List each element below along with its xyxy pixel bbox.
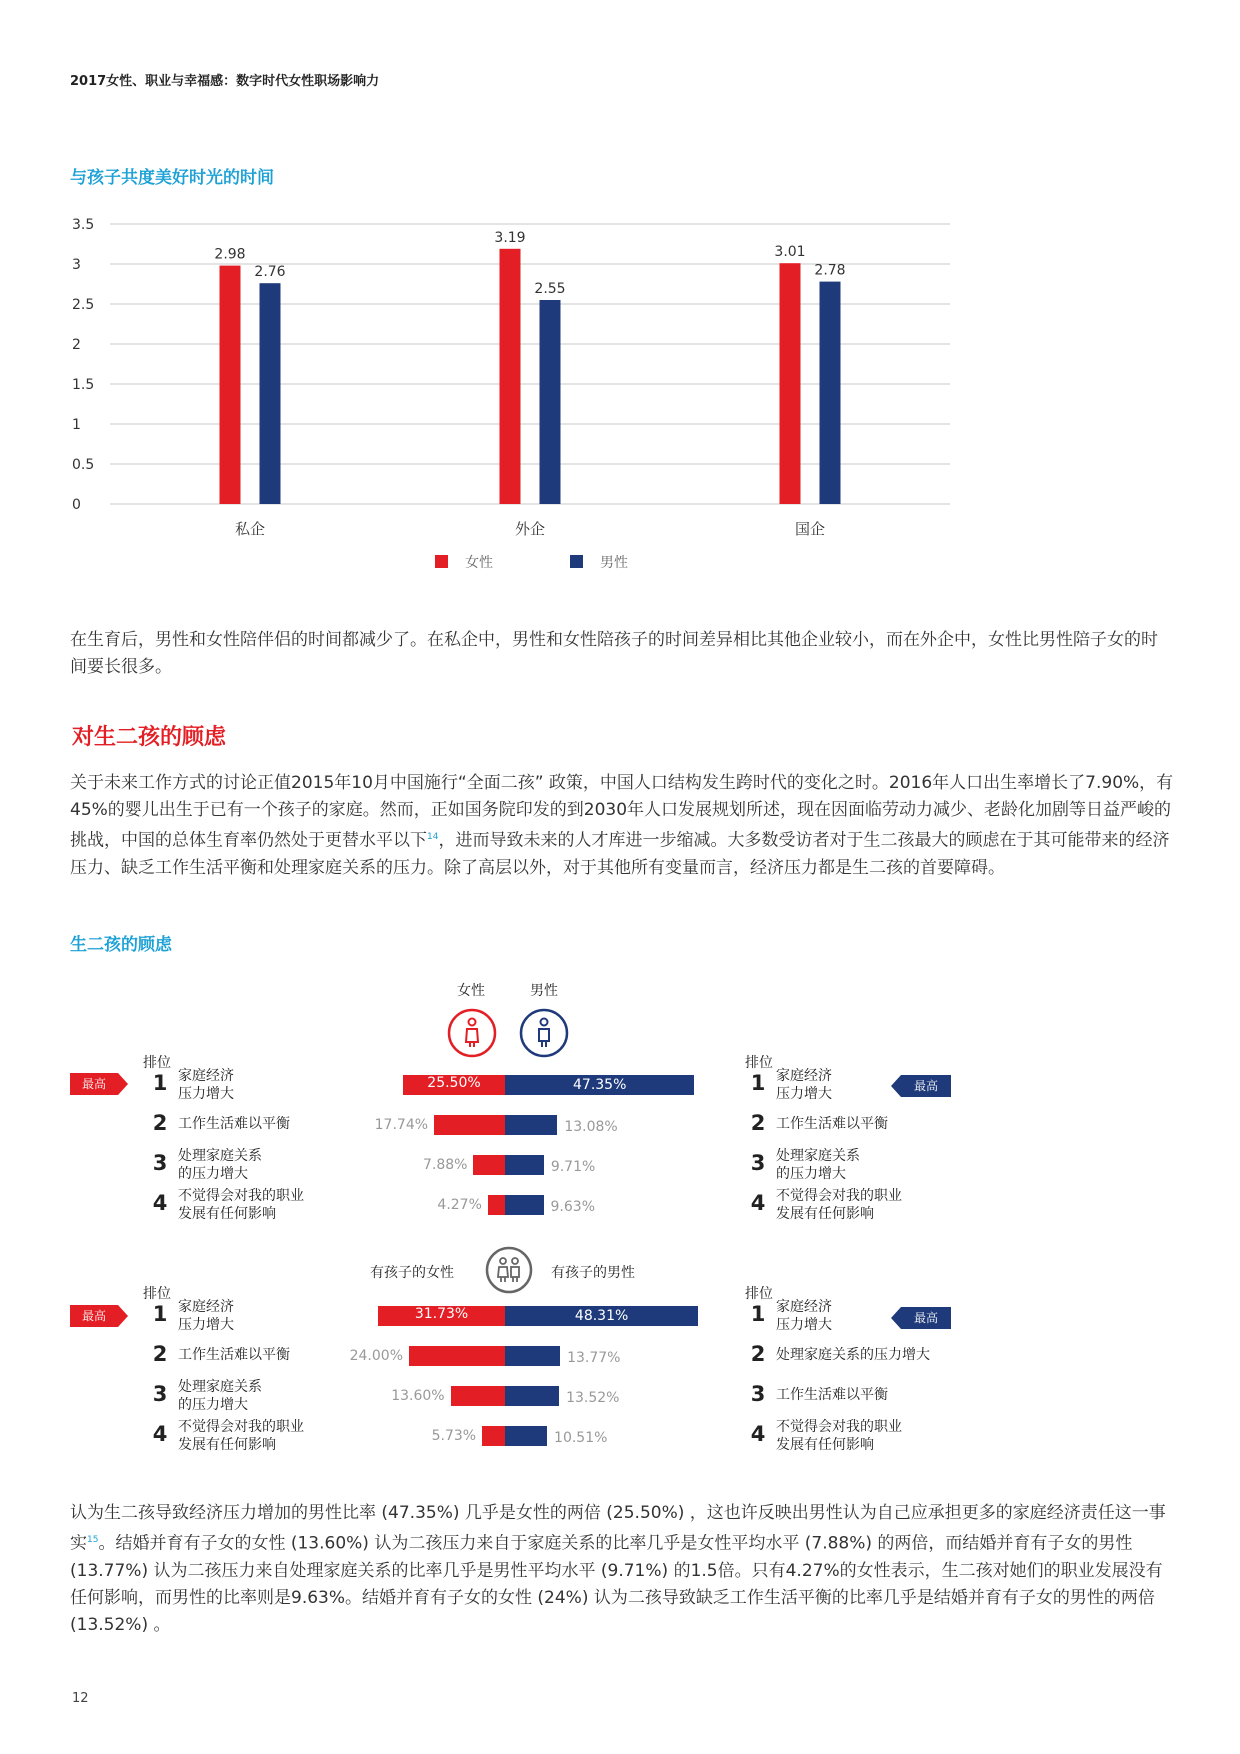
concern-label-right: 工作生活难以平衡 — [776, 1116, 888, 1132]
paragraph-1: 在生育后，男性和女性陪伴侣的时间都减少了。在私企中，男性和女性陪孩子的时间差异相比其他企业较小，而在外企中，女性比男性陪子女的时间要长很多。 — [70, 630, 1158, 677]
value-female: 5.73% — [431, 1428, 477, 1444]
concern-label-left: 工作生活难以平衡 — [178, 1347, 290, 1363]
legend-swatch — [435, 555, 448, 568]
x-tick-label: 国企 — [794, 520, 826, 538]
y-tick-label: 1.5 — [72, 377, 95, 393]
bar-value-label: 3.01 — [774, 244, 806, 261]
x-tick-label: 外企 — [514, 520, 546, 538]
bar-female — [409, 1346, 505, 1366]
rank-number-left: 2 — [152, 1342, 168, 1366]
bar-male — [505, 1155, 544, 1175]
bar-female — [500, 249, 521, 504]
value-male: 47.35% — [573, 1077, 627, 1093]
paragraph-2-part-a: 关于未来工作方式的讨论正值2015年10月中国施行“全面二孩” 政策，中国人口结构发生跨时代的变化之时。2016年人口出生率增长了7.90%，有45%的婴儿出生于已有一个孩子的家庭。然而，正如国务院印发的到2030年人口发展规划所述，现在因面临劳动力减少、老龄化加剧等日益严峻的挑战，中国的总体生育率仍然处于更替水平以下 — [70, 773, 1174, 851]
rank-number-left: 2 — [152, 1111, 168, 1135]
y-axis-ticks — [72, 217, 94, 513]
y-tick-label: 0.5 — [72, 457, 95, 473]
bar-female — [434, 1115, 505, 1135]
x-tick-label: 私企 — [234, 520, 266, 538]
parents-icon — [484, 1245, 534, 1295]
report-header: 2017女性、职业与幸福感：数字时代女性职场影响力 — [70, 74, 380, 89]
value-female: 31.73% — [414, 1306, 469, 1322]
rank-number-left: 1 — [152, 1302, 168, 1326]
top-badge-left-2: 最高 — [70, 1305, 118, 1327]
rank-number-left: 1 — [152, 1071, 168, 1095]
bar-value-label: 2.55 — [534, 281, 566, 297]
bar-male — [505, 1346, 560, 1366]
concerns-title: 生二孩的顾虑 — [70, 935, 172, 955]
bar-female — [780, 263, 801, 504]
y-tick-label: 2 — [72, 337, 81, 353]
bar-male — [505, 1195, 544, 1215]
rank-number-right: 4 — [750, 1422, 766, 1446]
concern-label-left: 处理家庭关系 的压力增大 — [178, 1379, 262, 1413]
bar-value-label: 2.98 — [214, 246, 246, 263]
paragraph-3-part-a: 认为生二孩导致经济压力增加的男性比率 (47.35%) 几乎是女性的两倍 (25.50%) ，这也许反映出男性认为自己应承担更多的家庭经济责任这一事实 — [70, 1503, 1166, 1554]
y-tick-label: 2.5 — [72, 297, 95, 313]
female-label: 女性 — [457, 983, 485, 999]
rank-number-left: 4 — [152, 1422, 168, 1446]
value-female: 25.50% — [427, 1075, 481, 1091]
male-icon — [518, 1007, 570, 1059]
paragraph-3 — [70, 1500, 1175, 1639]
value-female: 4.27% — [437, 1197, 482, 1213]
value-female: 13.60% — [391, 1388, 445, 1404]
bar-male — [505, 1115, 557, 1135]
top-badge-right: 最高 — [901, 1075, 951, 1097]
rank-number-left: 3 — [152, 1382, 168, 1406]
paragraph-2-part-b: ，进而导致未来的人才库进一步缩减。大多数受访者对于生二孩最大的顾虑在于其可能带来的经济压力、缺乏工作生活平衡和处理家庭关系的压力。除了高层以外，对于其他所有变量而言，经济压力都是生二孩的首要障碍。 — [70, 830, 1170, 878]
rank-number-right: 3 — [750, 1151, 766, 1175]
value-female: 17.74% — [374, 1117, 429, 1133]
rank-number-right: 2 — [750, 1111, 766, 1135]
rank-number-right: 1 — [750, 1071, 766, 1095]
bar-value-label: 3.19 — [494, 229, 526, 246]
chart-title: 与孩子共度美好时光的时间 — [70, 168, 274, 188]
chart-data-labels — [214, 230, 845, 297]
rank-number-left: 3 — [152, 1151, 168, 1175]
bar-value-label: 2.76 — [254, 264, 286, 281]
fathers-label: 有孩子的男性 — [551, 1265, 635, 1281]
footnote-ref: 14 — [427, 832, 439, 842]
rank-number-left: 4 — [152, 1191, 168, 1215]
concern-label-left: 不觉得会对我的职业 发展有任何影响 — [178, 1419, 304, 1453]
rank-label-left: 排位 — [143, 1055, 171, 1071]
value-male: 13.08% — [564, 1119, 618, 1135]
legend-swatch — [570, 555, 583, 568]
concern-label-left: 工作生活难以平衡 — [178, 1116, 290, 1132]
concern-label-left: 家庭经济 压力增大 — [178, 1299, 234, 1333]
bar-male — [540, 300, 561, 504]
value-female: 24.00% — [349, 1348, 403, 1364]
bar-male — [505, 1426, 547, 1446]
rank-number-right: 1 — [750, 1302, 766, 1326]
concern-label-right: 家庭经济 压力增大 — [776, 1068, 832, 1102]
y-tick-label: 1 — [72, 417, 81, 433]
legend-label: 男性 — [600, 555, 628, 571]
chart-legend — [435, 554, 628, 571]
top-badge-right-2: 最高 — [901, 1307, 951, 1329]
concern-label-right: 处理家庭关系的压力增大 — [776, 1347, 930, 1363]
concern-label-right: 家庭经济 压力增大 — [776, 1299, 832, 1333]
y-tick-label: 0 — [72, 497, 81, 513]
value-male: 48.31% — [574, 1308, 629, 1324]
bar-female — [220, 266, 241, 504]
legend-label: 女性 — [465, 555, 493, 571]
page-number: 12 — [72, 1691, 89, 1706]
bar-female — [482, 1426, 505, 1446]
bar-male — [820, 282, 841, 504]
concern-label-left: 不觉得会对我的职业 发展有任何影响 — [178, 1188, 304, 1222]
x-axis-ticks — [235, 520, 825, 538]
rank-number-right: 2 — [750, 1342, 766, 1366]
mothers-label: 有孩子的女性 — [370, 1265, 454, 1281]
value-male: 9.63% — [550, 1199, 595, 1215]
paragraph-3-part-b: 。结婚并育有子女的女性 (13.60%) 认为二孩压力来自于家庭关系的比率几乎是女性平均水平 (7.88%) 的两倍，而结婚并育有子女的男性 (13.77%) 认为二孩压力来自处理家庭关系的比率几乎是男性平均水平 (9.71%) 的1.5倍。只有4.27%的女性表示，生二孩对她们的职业发展没有任何影响，而男性的比率则是9.63%。结婚并育有子女的女性 (24%) 认为二孩导致缺乏工作生活平衡的比率几乎是结婚并育有子女的男性的两倍 (13.52%) 。 — [70, 1533, 1163, 1635]
rank-label-right: 排位 — [745, 1055, 773, 1071]
section-heading: 对生二孩的顾虑 — [72, 725, 227, 750]
paragraph-2 — [70, 770, 1175, 882]
concern-label-right: 不觉得会对我的职业 发展有任何影响 — [776, 1188, 902, 1222]
chart-bars — [220, 249, 841, 504]
top-badge-left: 最高 — [70, 1073, 118, 1095]
rank-label-left-2: 排位 — [143, 1286, 171, 1302]
value-male: 10.51% — [554, 1430, 608, 1446]
value-male: 9.71% — [550, 1159, 596, 1175]
value-male: 13.77% — [567, 1350, 621, 1366]
bar-female — [451, 1386, 505, 1406]
y-tick-label: 3 — [72, 257, 81, 273]
bar-male — [505, 1386, 559, 1406]
rank-number-right: 3 — [750, 1382, 766, 1406]
concern-label-left: 家庭经济 压力增大 — [178, 1068, 234, 1102]
concern-label-left: 处理家庭关系 的压力增大 — [178, 1148, 262, 1182]
concern-label-right: 工作生活难以平衡 — [776, 1387, 888, 1403]
y-tick-label: 3.5 — [72, 217, 95, 233]
concern-label-right: 处理家庭关系 的压力增大 — [776, 1148, 860, 1182]
rank-number-right: 4 — [750, 1191, 766, 1215]
bar-female — [488, 1195, 505, 1215]
bar-male — [260, 283, 281, 504]
value-male: 13.52% — [566, 1390, 620, 1406]
bar-value-label: 2.78 — [814, 262, 846, 279]
bar-chart — [60, 210, 960, 590]
concern-label-right: 不觉得会对我的职业 发展有任何影响 — [776, 1419, 902, 1453]
footnote-ref-2: 15 — [87, 1535, 99, 1545]
value-female: 7.88% — [422, 1157, 468, 1173]
bar-female — [473, 1155, 505, 1175]
rank-label-right-2: 排位 — [745, 1286, 773, 1302]
male-label: 男性 — [530, 983, 558, 999]
female-icon — [446, 1007, 498, 1059]
